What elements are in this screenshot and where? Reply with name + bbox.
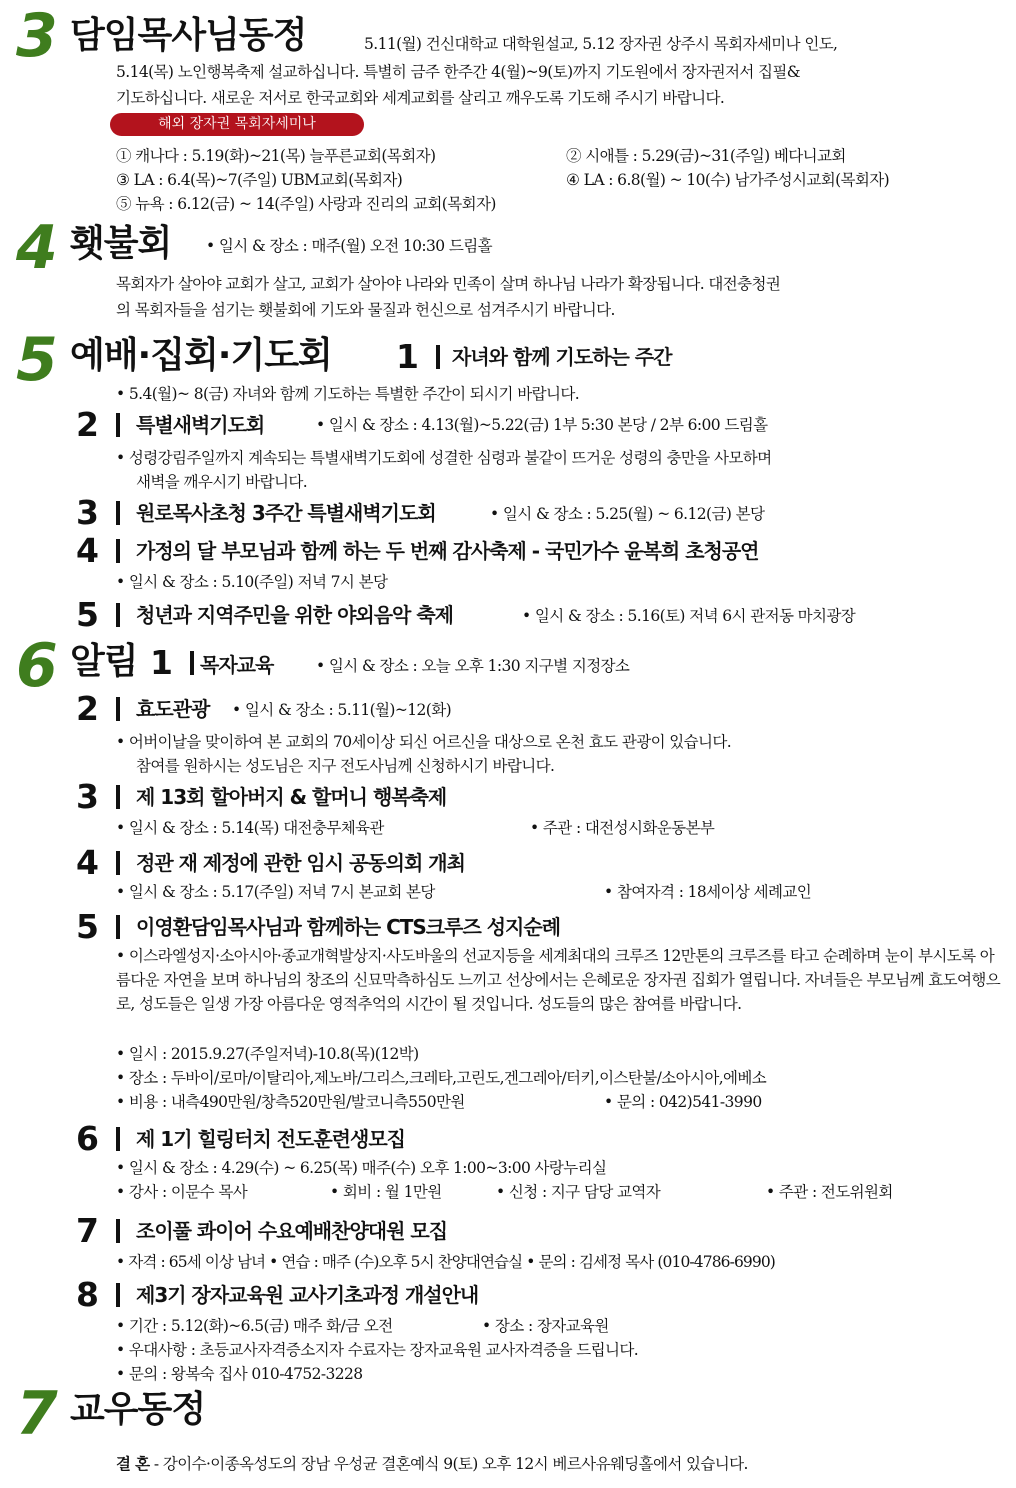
text-line: • 어버이날을 맞이하여 본 교회의 70세이상 되신 어르신을 대상으로 온천 효도 관광이 있습니다. xyxy=(116,733,732,751)
item-title: 특별새벽기도회 xyxy=(136,413,265,437)
label-wedding: 결 혼 xyxy=(116,1455,150,1473)
text-line: • 참여자격 : 18세이상 세례교인 xyxy=(604,883,812,901)
item-title: 이영환담임목사님과 함께하는 CTS크루즈 성지순례 xyxy=(136,915,561,939)
item-title: 조이풀 콰이어 수요예배찬양대원 모집 xyxy=(136,1219,448,1243)
text-line: • 비용 : 내측490만원/창측520만원/발코니측550만원 xyxy=(116,1093,465,1111)
text-line: • 자격 : 65세 이상 남녀 • 연습 : 매주 (수)오후 5시 찬양대연습실 • 문의 : 김세정 목사 (010-4786-6990) xyxy=(116,1253,775,1271)
category-badge: 해외 장자권 목회자세미나 xyxy=(110,113,364,136)
item-title: 목자교육 xyxy=(200,653,274,677)
item-number: 1 xyxy=(396,337,419,376)
info-line: • 일시 & 장소 : 5.11(월)~12(화) xyxy=(232,701,452,719)
text-line: • 강사 : 이문수 목사 xyxy=(116,1183,248,1201)
section-title: 횃불회 xyxy=(70,223,172,264)
text-line: 기도하십니다. 새로운 저서로 한국교회와 세계교회를 살리고 깨우도록 기도해 주시기 바랍니다. xyxy=(116,89,725,107)
item-title: 제3기 장자교육원 교사기초과정 개설안내 xyxy=(136,1283,479,1307)
text-line: • 5.4(월)~ 8(금) 자녀와 함께 기도하는 특별한 주간이 되시기 바랍니다. xyxy=(116,385,580,403)
item-number: 6 xyxy=(76,1119,99,1158)
section-title: 알림 xyxy=(70,641,138,682)
text-line: • 장소 : 장자교육원 xyxy=(482,1317,609,1335)
text-line: • 일시 : 2015.9.27(주일저녁)-10.8(목)(12박) xyxy=(116,1045,419,1063)
text-line: • 일시 & 장소 : 5.14(목) 대전충무체육관 xyxy=(116,819,384,837)
info-line: • 일시 & 장소 : 5.16(토) 저녁 6시 관저동 마치광장 xyxy=(522,607,856,625)
info-line: • 일시 & 장소 : 매주(월) 오전 10:30 드림홀 xyxy=(206,237,493,255)
item-number: 5 xyxy=(76,595,99,634)
item-number: 3 xyxy=(76,493,99,532)
item-title: 원로목사초청 3주간 특별새벽기도회 xyxy=(136,501,436,525)
item-number: 1 xyxy=(150,643,173,682)
info-line: • 일시 & 장소 : 5.25(월) ~ 6.12(금) 본당 xyxy=(490,505,765,523)
item-title: 청년과 지역주민을 위한 야외음악 축제 xyxy=(136,603,453,627)
text-line: • 일시 & 장소 : 5.17(주일) 저녁 7시 본교회 본당 xyxy=(116,883,435,901)
text-line: • 일시 & 장소 : 4.29(수) ~ 6.25(목) 매주(수) 오후 1:00~3:00 사랑누리실 xyxy=(116,1159,607,1177)
text-line: 5.14(목) 노인행복축제 설교하십니다. 특별히 금주 한주간 4(월)~9(토)까지 기도원에서 장자권저서 집필& xyxy=(116,63,800,81)
text-line: • 회비 : 월 1만원 xyxy=(330,1183,442,1201)
text-line: 새벽을 깨우시기 바랍니다. xyxy=(136,473,308,491)
text-line xyxy=(116,1452,748,1476)
section-number: 6 xyxy=(16,631,58,701)
item-title: 자녀와 함께 기도하는 주간 xyxy=(452,345,672,369)
item-title: 제 1기 힐링터치 전도훈련생모집 xyxy=(136,1127,405,1151)
section-title: 담임목사님동정 xyxy=(70,15,307,56)
text-line: • 문의 : 042)541-3990 xyxy=(604,1093,762,1111)
text-line: • 장소 : 두바이/로마/이탈리아,제노바/그리스,크레타,고린도,겐그레아/터키,이스탄불/소아시아,에베소 xyxy=(116,1069,767,1087)
text-line: • 일시 & 장소 : 5.10(주일) 저녁 7시 본당 xyxy=(116,573,388,591)
item-title: 가정의 달 부모님과 함께 하는 두 번째 감사축제 - 국민가수 윤복희 초청공연 xyxy=(136,539,759,563)
text-line: • 기간 : 5.12(화)~6.5(금) 매주 화/금 오전 xyxy=(116,1317,393,1335)
text-line: 목회자가 살아야 교회가 살고, 교회가 살아야 나라와 민족이 살며 하나님 나라가 확장됩니다. 대전충청권 xyxy=(116,275,781,293)
text-line: • 주관 : 대전성시화운동본부 xyxy=(530,819,715,837)
section-number: 3 xyxy=(16,1,58,71)
paragraph: • 이스라엘성지·소아시아·종교개혁발상지·사도바울의 선교지등을 세계최대의 크루즈 12만톤의 크루즈를 타고 순례하며 눈이 부시도록 아름다운 자연을 보며 하나님의 창조의 신묘막측하심도 느끼고 선상에서는 은혜로운 장자권 집회가 열립니다. 자녀들은 부모님께 효도여행으로, 성도들은 일생 가장 아름다운 영적추억의 시간이 될 것입니다. 성도들의 많은 참여를 바랍니다. xyxy=(116,947,1001,1013)
item-title: 정관 재 제정에 관한 임시 공동의회 개최 xyxy=(136,851,465,875)
item-number: 5 xyxy=(76,907,99,946)
text-line: 의 목회자들을 섬기는 횃불회에 기도와 물질과 헌신으로 섬겨주시기 바랍니다. xyxy=(116,301,615,319)
text-line: • 우대사항 : 초등교사자격증소지자 수료자는 장자교육원 교사자격증을 드립니다. xyxy=(116,1341,639,1359)
list-item: ① 캐나다 : 5.19(화)~21(목) 늘푸른교회(목회자) xyxy=(116,147,436,165)
section-number: 4 xyxy=(16,213,58,283)
item-number: 4 xyxy=(76,531,99,570)
text-line: • 성령강림주일까지 계속되는 특별새벽기도회에 성결한 심령과 불같이 뜨거운 성령의 충만을 사모하며 xyxy=(116,449,772,467)
item-number: 8 xyxy=(76,1275,99,1314)
item-number: 7 xyxy=(76,1211,99,1250)
text-line: • 주관 : 전도위원회 xyxy=(766,1183,893,1201)
item-number: 4 xyxy=(76,843,99,882)
item-title: 제 13회 할아버지 & 할머니 행복축제 xyxy=(136,785,447,809)
item-title: 효도관광 xyxy=(136,697,210,721)
list-item: ④ LA : 6.8(월) ~ 10(수) 남가주성시교회(목회자) xyxy=(566,171,890,189)
list-item: ② 시애틀 : 5.29(금)~31(주일) 베다니교회 xyxy=(566,147,846,165)
section-number: 5 xyxy=(16,325,58,395)
item-number: 3 xyxy=(76,777,99,816)
text-line: 참여를 원하시는 성도님은 지구 전도사님께 신청하시기 바랍니다. xyxy=(136,757,555,775)
info-line: • 일시 & 장소 : 오늘 오후 1:30 지구별 지정장소 xyxy=(316,657,630,675)
list-item: ③ LA : 6.4(목)~7(주일) UBM교회(목회자) xyxy=(116,171,403,189)
list-item: ⑤ 뉴욕 : 6.12(금) ~ 14(주일) 사랑과 진리의 교회(목회자) xyxy=(116,195,496,213)
text-line: 5.11(월) 건신대학교 대학원설교, 5.12 장자권 상주시 목회자세미나 인도, xyxy=(364,35,838,53)
item-number: 2 xyxy=(76,405,99,444)
item-number: 2 xyxy=(76,689,99,728)
text-line: • 신청 : 지구 담당 교역자 xyxy=(496,1183,661,1201)
info-line: • 일시 & 장소 : 4.13(월)~5.22(금) 1부 5:30 본당 / 2부 6:00 드림홀 xyxy=(316,416,768,434)
section-title: 예배·집회·기도회 xyxy=(70,335,332,376)
section-title: 교우동정 xyxy=(70,1389,206,1430)
section-number: 7 xyxy=(16,1379,58,1449)
text-line: • 문의 : 왕복숙 집사 010-4752-3228 xyxy=(116,1365,363,1383)
wedding-text: - 강이수·이종옥성도의 장남 우성균 결혼예식 9(토) 오후 12시 베르사유웨딩홀에서 있습니다. xyxy=(149,1455,748,1473)
